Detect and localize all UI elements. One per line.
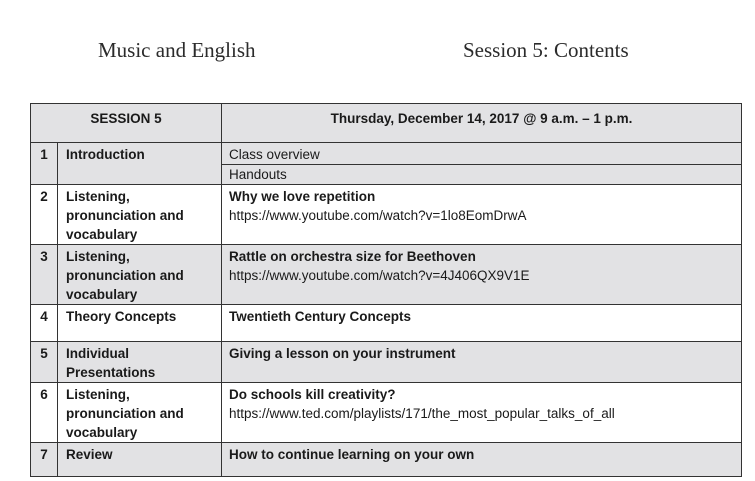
row-number: 1 — [31, 143, 58, 185]
date-cell: Thursday, December 14, 2017 @ 9 a.m. – 1 p.m. — [222, 104, 742, 143]
session-title: Session 5: Contents — [463, 38, 629, 62]
document-title: Music and English — [98, 38, 256, 62]
talk-link[interactable]: https://www.ted.com/playlists/171/the_most_popular_talks_of_all — [229, 406, 615, 421]
session-schedule-table — [30, 103, 742, 477]
row-number: 7 — [31, 443, 58, 477]
description-title: How to continue learning on your own — [229, 447, 475, 462]
row-topic: Listening, pronunciation and vocabulary — [58, 185, 222, 245]
description-title: Do schools kill creativity? — [229, 387, 396, 402]
description-title: Twentieth Century Concepts — [229, 309, 412, 324]
video-link[interactable]: https://www.youtube.com/watch?v=4J406QX9V1E — [229, 268, 530, 283]
table-row — [31, 305, 742, 342]
row-description — [222, 305, 742, 342]
row-topic: Individual Presentations — [58, 342, 222, 383]
description-item: Class overview — [229, 147, 320, 162]
table-row — [31, 185, 742, 245]
row-description — [222, 342, 742, 383]
table-row — [31, 383, 742, 443]
session-label-cell: SESSION 5 — [31, 104, 222, 143]
row-topic: Listening, pronunciation and vocabulary — [58, 245, 222, 305]
row-description — [222, 383, 742, 443]
row-number: 5 — [31, 342, 58, 383]
table-header-row — [31, 104, 742, 143]
row-description — [222, 143, 742, 185]
row-number: 2 — [31, 185, 58, 245]
table-row — [31, 245, 742, 305]
description-title: Giving a lesson on your instrument — [229, 346, 456, 361]
table-row — [31, 342, 742, 383]
row-topic: Theory Concepts — [58, 305, 222, 342]
table-row — [31, 443, 742, 477]
row-topic: Review — [58, 443, 222, 477]
row-number: 4 — [31, 305, 58, 342]
row-description — [222, 185, 742, 245]
table-row — [31, 143, 742, 185]
row-topic: Listening, pronunciation and vocabulary — [58, 383, 222, 443]
video-link[interactable]: https://www.youtube.com/watch?v=1lo8EomDrwA — [229, 208, 527, 223]
description-item: Handouts — [222, 164, 741, 184]
row-number: 6 — [31, 383, 58, 443]
row-number: 3 — [31, 245, 58, 305]
description-title: Rattle on orchestra size for Beethoven — [229, 249, 476, 264]
row-topic: Introduction — [58, 143, 222, 185]
row-description — [222, 245, 742, 305]
row-description — [222, 443, 742, 477]
description-title: Why we love repetition — [229, 189, 376, 204]
